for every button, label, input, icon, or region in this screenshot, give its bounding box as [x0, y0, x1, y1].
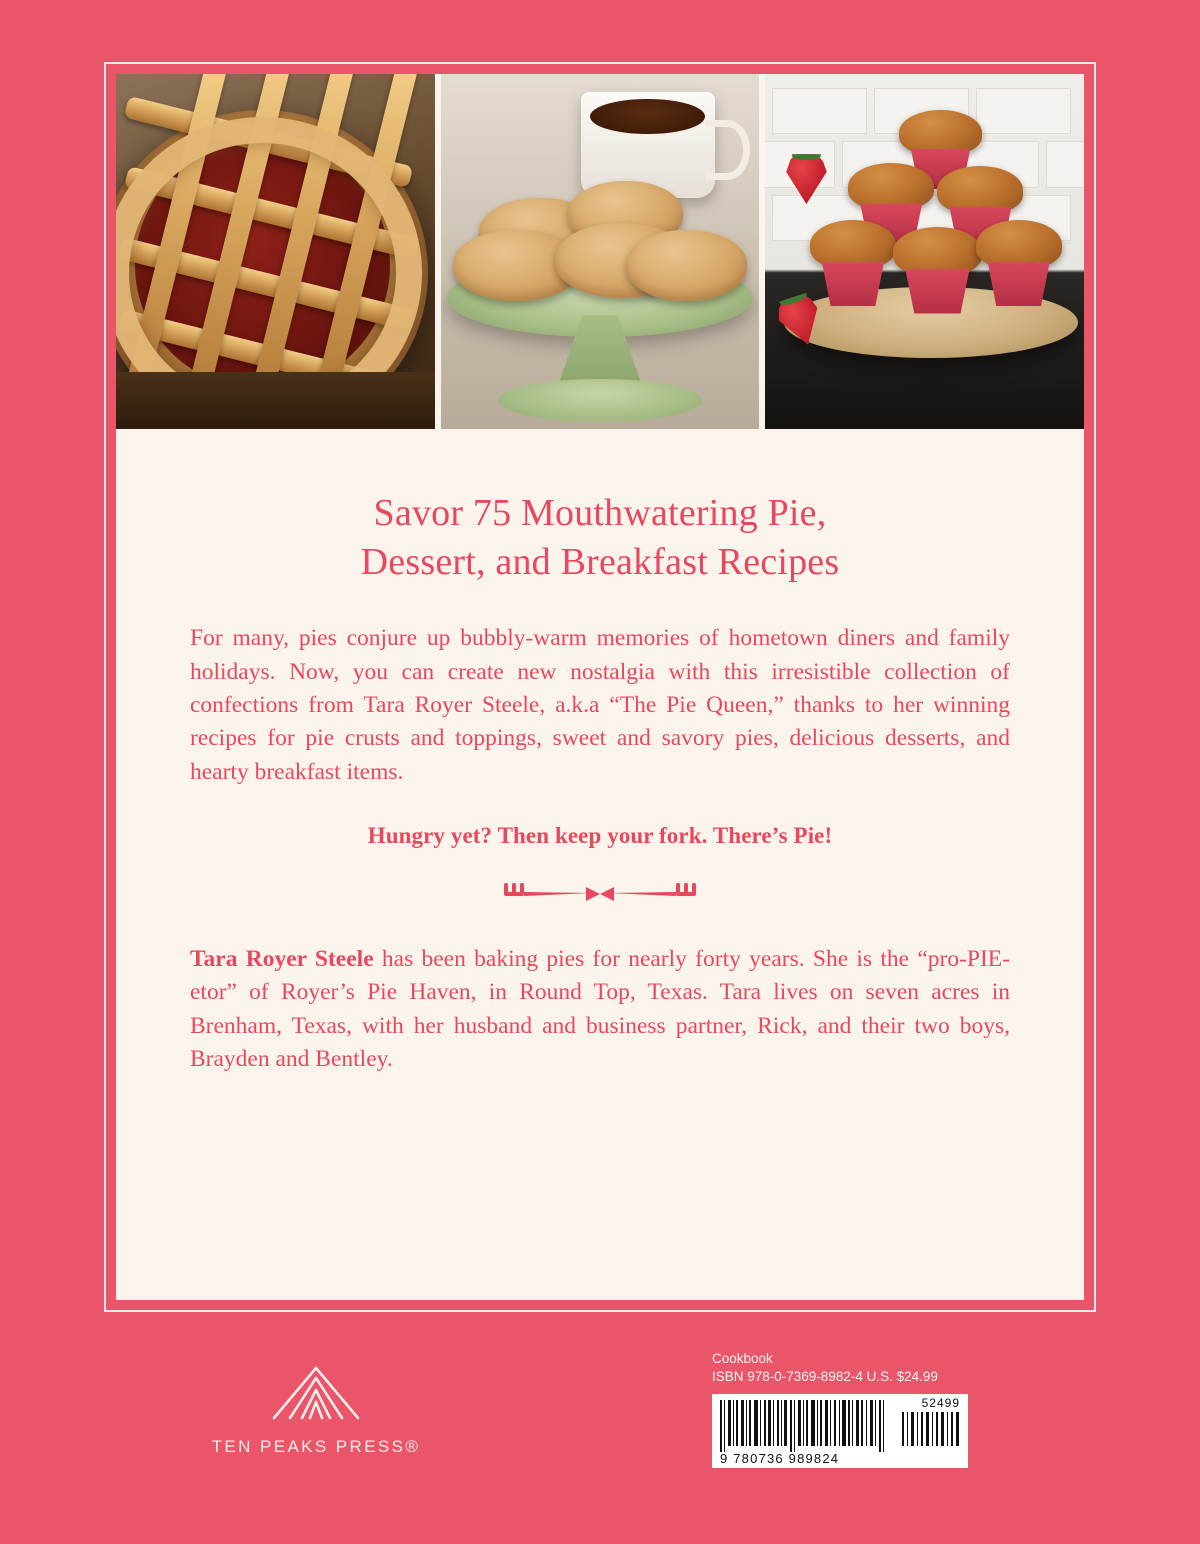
book-back-cover	[104, 62, 1096, 1312]
barcode-block	[712, 1350, 968, 1468]
isbn-price: ISBN 978-0-7369-8982-4 U.S. $24.99	[712, 1369, 938, 1385]
muffins-board-photo	[765, 74, 1084, 429]
cover-footer	[0, 1330, 1200, 1544]
author-bio-text: has been baking pies for nearly forty years. She is the “pro-PIE-etor” of Royer’s Pie Haven, in Round Top, Texas. Tara lives on seven acres in Brenham, Texas, with her husband and business partner, Rick, and their two boys, Brayden and Bentley.	[190, 946, 1010, 1073]
photo-strip	[116, 74, 1084, 429]
ten-peaks-press-logo	[186, 1362, 446, 1429]
page-title	[190, 489, 1010, 586]
fork-divider-icon	[190, 879, 1010, 909]
barcode-card	[712, 1394, 968, 1468]
publisher-name: TEN PEAKS PRESS®	[211, 1437, 421, 1456]
tagline: Hungry yet? Then keep your fork. There’s Pie!	[367, 823, 833, 849]
book-category: Cookbook	[712, 1351, 773, 1366]
barcode-addon-number: 52499	[921, 1396, 960, 1411]
cookies-cake-stand-photo	[441, 74, 760, 429]
cover-panel	[116, 74, 1084, 1300]
publisher-block	[186, 1362, 446, 1457]
headline-line-2: Dessert, and Breakfast Recipes	[360, 540, 840, 583]
cover-text-area	[116, 429, 1084, 1076]
lattice-cherry-pie-photo	[116, 74, 435, 429]
author-bio	[190, 943, 1010, 1076]
author-name: Tara Royer Steele	[190, 946, 374, 973]
book-description: For many, pies conjure up bubbly-warm memories of hometown diners and family holidays. Now, you can create new nostalgia with this irresistible collection of confections from Tara Royer Steele, a.k.a “The Pie Queen,” thanks to her winning recipes for pie crusts and toppings, sweet and savory pies, delicious desserts, and hearty breakfast items.	[190, 625, 1010, 785]
barcode-number: 9 780736 989824	[720, 1451, 840, 1467]
headline-line-1: Savor 75 Mouthwatering Pie,	[373, 492, 827, 534]
